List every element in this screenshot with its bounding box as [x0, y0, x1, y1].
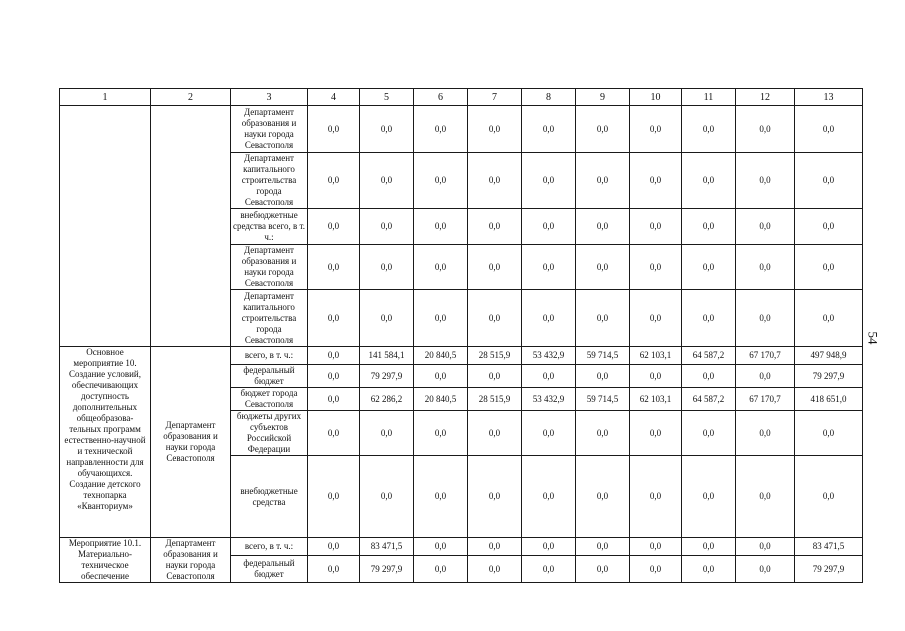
value-cell: 0,0 [736, 538, 795, 556]
value-cell: 0,0 [414, 290, 468, 347]
value-cell: 0,0 [522, 365, 576, 388]
value-cell: 0,0 [630, 538, 682, 556]
value-cell: 0,0 [576, 456, 630, 538]
value-cell: 0,0 [736, 411, 795, 456]
value-cell: 0,0 [414, 106, 468, 153]
value-cell: 28 515,9 [468, 388, 522, 411]
value-cell: 67 170,7 [736, 388, 795, 411]
value-cell: 0,0 [522, 538, 576, 556]
value-cell: 0,0 [630, 456, 682, 538]
value-cell: 0,0 [414, 153, 468, 209]
funding-source-cell: всего, в т. ч.: [231, 347, 308, 365]
value-cell: 0,0 [522, 290, 576, 347]
value-cell: 0,0 [468, 245, 522, 290]
value-cell: 20 840,5 [414, 347, 468, 365]
value-cell: 0,0 [308, 365, 360, 388]
value-cell: 0,0 [468, 153, 522, 209]
value-cell: 0,0 [360, 106, 414, 153]
column-number-cell: 1 [60, 89, 151, 106]
funding-source-cell: федеральный бюджет [231, 556, 308, 583]
value-cell: 0,0 [682, 365, 736, 388]
value-cell: 0,0 [736, 106, 795, 153]
value-cell: 0,0 [360, 456, 414, 538]
value-cell: 0,0 [576, 106, 630, 153]
value-cell: 0,0 [468, 456, 522, 538]
table-row [60, 538, 863, 556]
value-cell: 0,0 [360, 153, 414, 209]
value-cell: 64 587,2 [682, 388, 736, 411]
value-cell: 0,0 [414, 245, 468, 290]
column-number-cell: 8 [522, 89, 576, 106]
value-cell: 59 714,5 [576, 347, 630, 365]
value-cell: 0,0 [736, 245, 795, 290]
value-cell: 0,0 [360, 411, 414, 456]
funding-source-cell: бюджеты других субъектов Российской Федерации [231, 411, 308, 456]
measure-cell: Основное мероприятие 10. Создание условий, обеспечивающих доступность дополнительных общеобразова-тельных программ естественно-научной и технической направленности для обучающихся. Создание детского технопарка «Кванториум» [60, 347, 151, 538]
value-cell: 0,0 [522, 245, 576, 290]
value-cell: 0,0 [414, 365, 468, 388]
value-cell: 0,0 [308, 106, 360, 153]
value-cell: 0,0 [736, 290, 795, 347]
executor-cell [151, 106, 231, 347]
value-cell: 0,0 [308, 538, 360, 556]
value-cell: 0,0 [576, 245, 630, 290]
value-cell: 0,0 [576, 538, 630, 556]
value-cell: 53 432,9 [522, 347, 576, 365]
column-number-cell: 6 [414, 89, 468, 106]
value-cell: 0,0 [795, 245, 863, 290]
column-number-cell: 5 [360, 89, 414, 106]
value-cell: 53 432,9 [522, 388, 576, 411]
value-cell: 0,0 [414, 538, 468, 556]
value-cell: 0,0 [630, 209, 682, 245]
column-number-row [60, 89, 863, 106]
value-cell: 67 170,7 [736, 347, 795, 365]
value-cell: 0,0 [468, 106, 522, 153]
value-cell: 0,0 [576, 556, 630, 583]
value-cell: 0,0 [630, 245, 682, 290]
value-cell: 0,0 [630, 290, 682, 347]
value-cell: 0,0 [682, 456, 736, 538]
value-cell: 0,0 [576, 411, 630, 456]
value-cell: 0,0 [308, 290, 360, 347]
value-cell: 0,0 [468, 290, 522, 347]
value-cell: 141 584,1 [360, 347, 414, 365]
column-number-cell: 9 [576, 89, 630, 106]
value-cell: 0,0 [630, 365, 682, 388]
table-row [60, 347, 863, 365]
value-cell: 64 587,2 [682, 347, 736, 365]
value-cell: 0,0 [736, 209, 795, 245]
value-cell: 0,0 [630, 106, 682, 153]
value-cell: 0,0 [522, 411, 576, 456]
funding-source-cell: Департамент образования и науки города Севастополя [231, 245, 308, 290]
column-number-cell: 13 [795, 89, 863, 106]
value-cell: 0,0 [308, 388, 360, 411]
value-cell: 62 103,1 [630, 388, 682, 411]
value-cell: 83 471,5 [360, 538, 414, 556]
value-cell: 0,0 [308, 347, 360, 365]
value-cell: 0,0 [308, 556, 360, 583]
value-cell: 0,0 [795, 411, 863, 456]
value-cell: 62 103,1 [630, 347, 682, 365]
column-number-cell: 3 [231, 89, 308, 106]
value-cell: 79 297,9 [360, 556, 414, 583]
value-cell: 0,0 [468, 556, 522, 583]
value-cell: 0,0 [736, 456, 795, 538]
funding-source-cell: федеральный бюджет [231, 365, 308, 388]
value-cell: 0,0 [308, 456, 360, 538]
value-cell: 0,0 [360, 290, 414, 347]
value-cell: 0,0 [795, 209, 863, 245]
value-cell: 0,0 [682, 556, 736, 583]
value-cell: 0,0 [736, 153, 795, 209]
value-cell: 0,0 [468, 411, 522, 456]
value-cell: 0,0 [360, 245, 414, 290]
value-cell: 0,0 [576, 153, 630, 209]
value-cell: 0,0 [795, 106, 863, 153]
value-cell: 62 286,2 [360, 388, 414, 411]
value-cell: 0,0 [522, 209, 576, 245]
value-cell: 0,0 [795, 290, 863, 347]
value-cell: 0,0 [630, 153, 682, 209]
value-cell: 497 948,9 [795, 347, 863, 365]
value-cell: 418 651,0 [795, 388, 863, 411]
value-cell: 0,0 [414, 556, 468, 583]
value-cell: 0,0 [795, 456, 863, 538]
column-number-cell: 7 [468, 89, 522, 106]
funding-source-cell: внебюджетные средства всего, в т. ч.: [231, 209, 308, 245]
value-cell: 0,0 [682, 106, 736, 153]
value-cell: 0,0 [682, 209, 736, 245]
value-cell: 0,0 [630, 556, 682, 583]
value-cell: 0,0 [682, 538, 736, 556]
value-cell: 0,0 [414, 209, 468, 245]
value-cell: 0,0 [682, 153, 736, 209]
value-cell: 0,0 [522, 153, 576, 209]
value-cell: 0,0 [468, 538, 522, 556]
value-cell: 0,0 [576, 290, 630, 347]
value-cell: 0,0 [308, 153, 360, 209]
value-cell: 0,0 [308, 245, 360, 290]
value-cell: 79 297,9 [795, 365, 863, 388]
value-cell: 0,0 [630, 411, 682, 456]
value-cell: 20 840,5 [414, 388, 468, 411]
executor-cell: Департамент образования и науки города Севастополя [151, 347, 231, 538]
page-number: 54 [865, 331, 881, 345]
value-cell: 0,0 [682, 411, 736, 456]
funding-source-cell: внебюджетные средства [231, 456, 308, 538]
value-cell: 0,0 [795, 153, 863, 209]
value-cell: 0,0 [522, 456, 576, 538]
value-cell: 0,0 [682, 290, 736, 347]
value-cell: 0,0 [576, 209, 630, 245]
measure-cell [60, 106, 151, 347]
value-cell: 0,0 [308, 209, 360, 245]
value-cell: 0,0 [522, 106, 576, 153]
funding-source-cell: Департамент капитального строительства города Севастополя [231, 290, 308, 347]
column-number-cell: 12 [736, 89, 795, 106]
value-cell: 0,0 [308, 411, 360, 456]
executor-cell: Департамент образования и науки города Севастополя [151, 538, 231, 583]
value-cell: 59 714,5 [576, 388, 630, 411]
table-row [60, 106, 863, 153]
value-cell: 0,0 [468, 365, 522, 388]
value-cell: 0,0 [414, 456, 468, 538]
value-cell: 0,0 [576, 365, 630, 388]
value-cell: 0,0 [736, 556, 795, 583]
funding-source-cell: Департамент образования и науки города Севастополя [231, 106, 308, 153]
value-cell: 0,0 [522, 556, 576, 583]
value-cell: 79 297,9 [795, 556, 863, 583]
column-number-cell: 2 [151, 89, 231, 106]
value-cell: 0,0 [414, 411, 468, 456]
value-cell: 0,0 [682, 245, 736, 290]
value-cell: 0,0 [360, 209, 414, 245]
value-cell: 28 515,9 [468, 347, 522, 365]
value-cell: 79 297,9 [360, 365, 414, 388]
measure-cell: Мероприятие 10.1. Материально-техническое обеспечение [60, 538, 151, 583]
funding-source-cell: Департамент капитального строительства города Севастополя [231, 153, 308, 209]
column-number-cell: 11 [682, 89, 736, 106]
value-cell: 0,0 [736, 365, 795, 388]
value-cell: 83 471,5 [795, 538, 863, 556]
funding-source-cell: всего, в т. ч.: [231, 538, 308, 556]
column-number-cell: 4 [308, 89, 360, 106]
value-cell: 0,0 [468, 209, 522, 245]
column-number-cell: 10 [630, 89, 682, 106]
funding-source-cell: бюджет города Севастополя [231, 388, 308, 411]
budget-table [59, 88, 863, 583]
